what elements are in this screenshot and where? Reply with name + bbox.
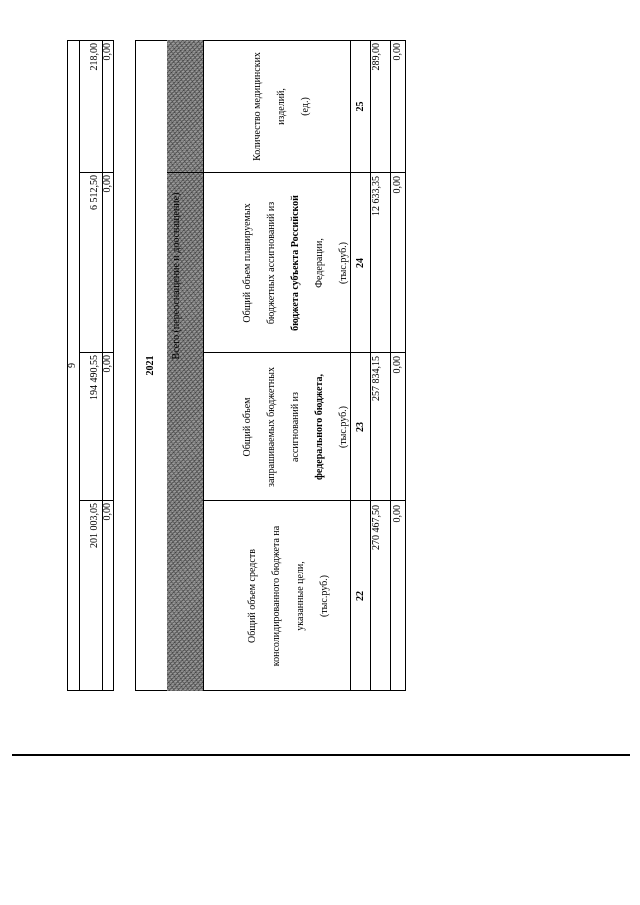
header-line: указанные цели, bbox=[295, 561, 306, 631]
col-24-header bbox=[230, 173, 362, 353]
header-line: бюджетных ассигнований из bbox=[266, 201, 277, 325]
header-line: Общий объем средств bbox=[247, 549, 258, 643]
header-line: Общий объем bbox=[242, 397, 253, 457]
header-line: Количество медицинских bbox=[252, 52, 263, 161]
header-line: (тыс.руб.) bbox=[338, 242, 349, 285]
strip-row2-cell: 0,00 bbox=[102, 503, 113, 521]
header-line: ассигнований из bbox=[290, 392, 301, 463]
header-line: Федерации, bbox=[314, 238, 325, 288]
data-row1-cell: 257 834,15 bbox=[371, 356, 382, 401]
header-line: бюджета субъекта Российской bbox=[290, 195, 301, 331]
strip-row1-cell: 194 490,55 bbox=[89, 355, 100, 400]
header-line: федерального бюджета, bbox=[314, 373, 325, 481]
strip-row2-cell: 0,00 bbox=[102, 175, 113, 193]
data-row1-cell: 270 467,50 bbox=[371, 505, 382, 550]
header-line: консолидированного бюджета на bbox=[271, 525, 282, 667]
col-25-header bbox=[240, 40, 324, 173]
strip-row1-cell: 218,00 bbox=[89, 43, 100, 71]
strip-row2-cell: 0,00 bbox=[102, 43, 113, 61]
column-9-fragment bbox=[67, 40, 114, 691]
header-line: Общий объем планируемых bbox=[242, 203, 253, 323]
header-line: изделий, bbox=[276, 88, 287, 125]
strip-row1-cell: 6 512,50 bbox=[89, 175, 100, 210]
page-divider-line bbox=[12, 754, 630, 756]
data-row1-cell: 289,00 bbox=[371, 43, 382, 71]
data-row2-cell: 0,00 bbox=[392, 505, 403, 523]
col-number: 24 bbox=[355, 258, 366, 268]
data-row2-cell: 0,00 bbox=[392, 356, 403, 374]
column-number-9: 9 bbox=[67, 363, 78, 368]
year-header: 2021 bbox=[145, 355, 156, 376]
group-header: Всего (переоснащение и дооснащение) bbox=[171, 192, 182, 360]
budget-table-2021 bbox=[135, 40, 406, 691]
data-row1-cell: 12 633,35 bbox=[371, 176, 382, 216]
header-line: (тыс.руб.) bbox=[338, 406, 349, 449]
col-number: 23 bbox=[355, 422, 366, 432]
header-line: (ед.) bbox=[300, 97, 311, 116]
col-number: 22 bbox=[355, 591, 366, 601]
col-number: 25 bbox=[355, 101, 366, 112]
data-row2-cell: 0,00 bbox=[392, 43, 403, 61]
col-22-header bbox=[235, 501, 343, 691]
strip-row1-cell: 201 003,05 bbox=[89, 503, 100, 548]
col-23-header bbox=[230, 353, 362, 501]
header-line: запрашиваемых бюджетных bbox=[266, 367, 277, 487]
strip-row2-cell: 0,00 bbox=[102, 355, 113, 373]
data-row2-cell: 0,00 bbox=[392, 176, 403, 194]
header-line: (тыс.руб.) bbox=[319, 575, 330, 618]
